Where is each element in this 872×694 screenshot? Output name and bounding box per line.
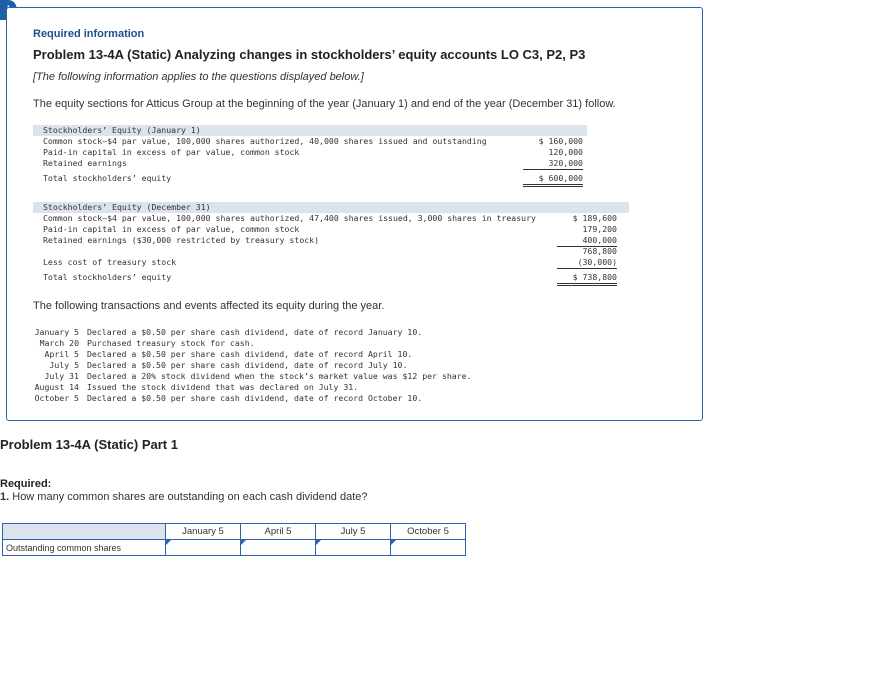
dec-row-label: Paid-in capital in excess of par value, common stock bbox=[43, 224, 300, 234]
transaction-desc: Issued the stock dividend that was declared on July 31. bbox=[87, 382, 359, 392]
input-marker-icon bbox=[241, 540, 246, 545]
january-5-shares-input[interactable] bbox=[166, 540, 240, 555]
transaction-date: April 5 bbox=[44, 349, 79, 359]
answer-table-header-row bbox=[3, 524, 466, 540]
october-5-shares-input[interactable] bbox=[391, 540, 465, 555]
column-header: January 5 bbox=[166, 524, 241, 540]
transaction-desc: Declared a $0.50 per share cash dividend, date of record January 10. bbox=[87, 327, 423, 337]
jan-row-label: Common stock—$4 par value, 100,000 shares authorized, 40,000 shares issued and outstanding bbox=[43, 136, 487, 146]
transaction-item bbox=[31, 382, 472, 393]
dec-row-label: Total stockholders’ equity bbox=[43, 272, 172, 282]
dec-row-treasury-stock bbox=[33, 257, 629, 268]
question-body: How many common shares are outstanding on each cash dividend date? bbox=[9, 491, 368, 503]
answer-table-corner bbox=[3, 524, 166, 540]
column-header: April 5 bbox=[241, 524, 316, 540]
jan-row-paid-in-capital bbox=[33, 147, 587, 158]
december-equity-section bbox=[33, 202, 629, 283]
jan-row-label: Total stockholders’ equity bbox=[43, 173, 172, 183]
transaction-date: July 31 bbox=[44, 371, 79, 381]
required-label: Required: bbox=[0, 478, 52, 490]
dec-row-subtotal bbox=[33, 246, 629, 257]
dec-row-common-stock bbox=[33, 213, 629, 224]
jan-row-total bbox=[33, 173, 587, 184]
transaction-item bbox=[31, 338, 472, 349]
dec-row-amount: $ 189,600 bbox=[572, 213, 617, 223]
transaction-date: July 5 bbox=[49, 360, 79, 370]
jan-row-label: Retained earnings bbox=[43, 158, 127, 168]
december-equity-header: Stockholders’ Equity (December 31) bbox=[33, 202, 629, 213]
january-equity-header: Stockholders’ Equity (January 1) bbox=[33, 125, 587, 136]
transaction-date: January 5 bbox=[34, 327, 79, 337]
answer-cell bbox=[316, 540, 391, 556]
dec-row-paid-in-capital bbox=[33, 224, 629, 235]
transaction-date: March 20 bbox=[39, 338, 79, 348]
answer-table bbox=[2, 523, 466, 556]
transaction-date: August 14 bbox=[34, 382, 79, 392]
transaction-item bbox=[31, 327, 472, 338]
jan-row-amount: $ 600,000 bbox=[523, 173, 583, 187]
dec-row-amount: 400,000 bbox=[557, 235, 617, 247]
dec-row-amount: $ 738,800 bbox=[557, 272, 617, 286]
transaction-desc: Purchased treasury stock for cash. bbox=[87, 338, 255, 348]
transaction-item bbox=[31, 360, 472, 371]
input-marker-icon bbox=[391, 540, 396, 545]
jan-row-retained-earnings bbox=[33, 158, 587, 169]
transaction-date: October 5 bbox=[34, 393, 79, 403]
jan-row-label: Paid-in capital in excess of par value, common stock bbox=[43, 147, 300, 157]
january-equity-section bbox=[33, 125, 587, 184]
transaction-desc: Declared a 20% stock dividend when the stock’s market value was $12 per share. bbox=[87, 371, 472, 381]
input-marker-icon bbox=[316, 540, 321, 545]
jan-row-amount: 320,000 bbox=[523, 158, 583, 170]
dec-row-amount: (30,000) bbox=[557, 257, 617, 269]
transactions-intro: The following transactions and events affected its equity during the year. bbox=[33, 300, 385, 312]
outstanding-shares-row bbox=[3, 540, 466, 556]
jan-row-amount: 120,000 bbox=[548, 147, 583, 157]
transactions-list bbox=[31, 327, 472, 404]
jan-row-common-stock bbox=[33, 136, 587, 147]
row-label: Outstanding common shares bbox=[3, 540, 166, 556]
problem-title: Problem 13-4A (Static) Analyzing changes in stockholders’ equity accounts LO C3, P2, P3 bbox=[33, 47, 586, 62]
column-header: October 5 bbox=[391, 524, 466, 540]
required-information-panel bbox=[6, 7, 703, 421]
part-title: Problem 13-4A (Static) Part 1 bbox=[0, 437, 178, 452]
transaction-item bbox=[31, 393, 472, 404]
question-text bbox=[0, 491, 368, 503]
transaction-desc: Declared a $0.50 per share cash dividend, date of record October 10. bbox=[87, 393, 423, 403]
dec-row-label: Less cost of treasury stock bbox=[43, 257, 177, 267]
transaction-desc: Declared a $0.50 per share cash dividend, date of record April 10. bbox=[87, 349, 413, 359]
dec-row-total bbox=[33, 272, 629, 283]
answer-cell bbox=[241, 540, 316, 556]
april-5-shares-input[interactable] bbox=[241, 540, 315, 555]
column-header: July 5 bbox=[316, 524, 391, 540]
dec-row-retained-earnings bbox=[33, 235, 629, 246]
answer-cell bbox=[166, 540, 241, 556]
intro-text: The equity sections for Atticus Group at the beginning of the year (January 1) and end of the year (December 31) follow. bbox=[33, 98, 616, 110]
dec-row-amount: 768,800 bbox=[582, 246, 617, 256]
dec-row-amount: 179,200 bbox=[582, 224, 617, 234]
required-information-heading: Required information bbox=[33, 28, 145, 40]
july-5-shares-input[interactable] bbox=[316, 540, 390, 555]
transaction-item bbox=[31, 371, 472, 382]
jan-row-amount: $ 160,000 bbox=[538, 136, 583, 146]
dec-row-label: Retained earnings ($30,000 restricted by treasury stock) bbox=[43, 235, 320, 245]
transaction-desc: Declared a $0.50 per share cash dividend, date of record July 10. bbox=[87, 360, 408, 370]
question-number: 1. bbox=[0, 491, 10, 503]
input-marker-icon bbox=[166, 540, 171, 545]
applies-note: [The following information applies to the questions displayed below.] bbox=[33, 71, 364, 83]
answer-cell bbox=[391, 540, 466, 556]
dec-row-label: Common stock—$4 par value, 100,000 shares authorized, 47,400 shares issued, 3,000 shares in treasury bbox=[43, 213, 536, 223]
transaction-item bbox=[31, 349, 472, 360]
